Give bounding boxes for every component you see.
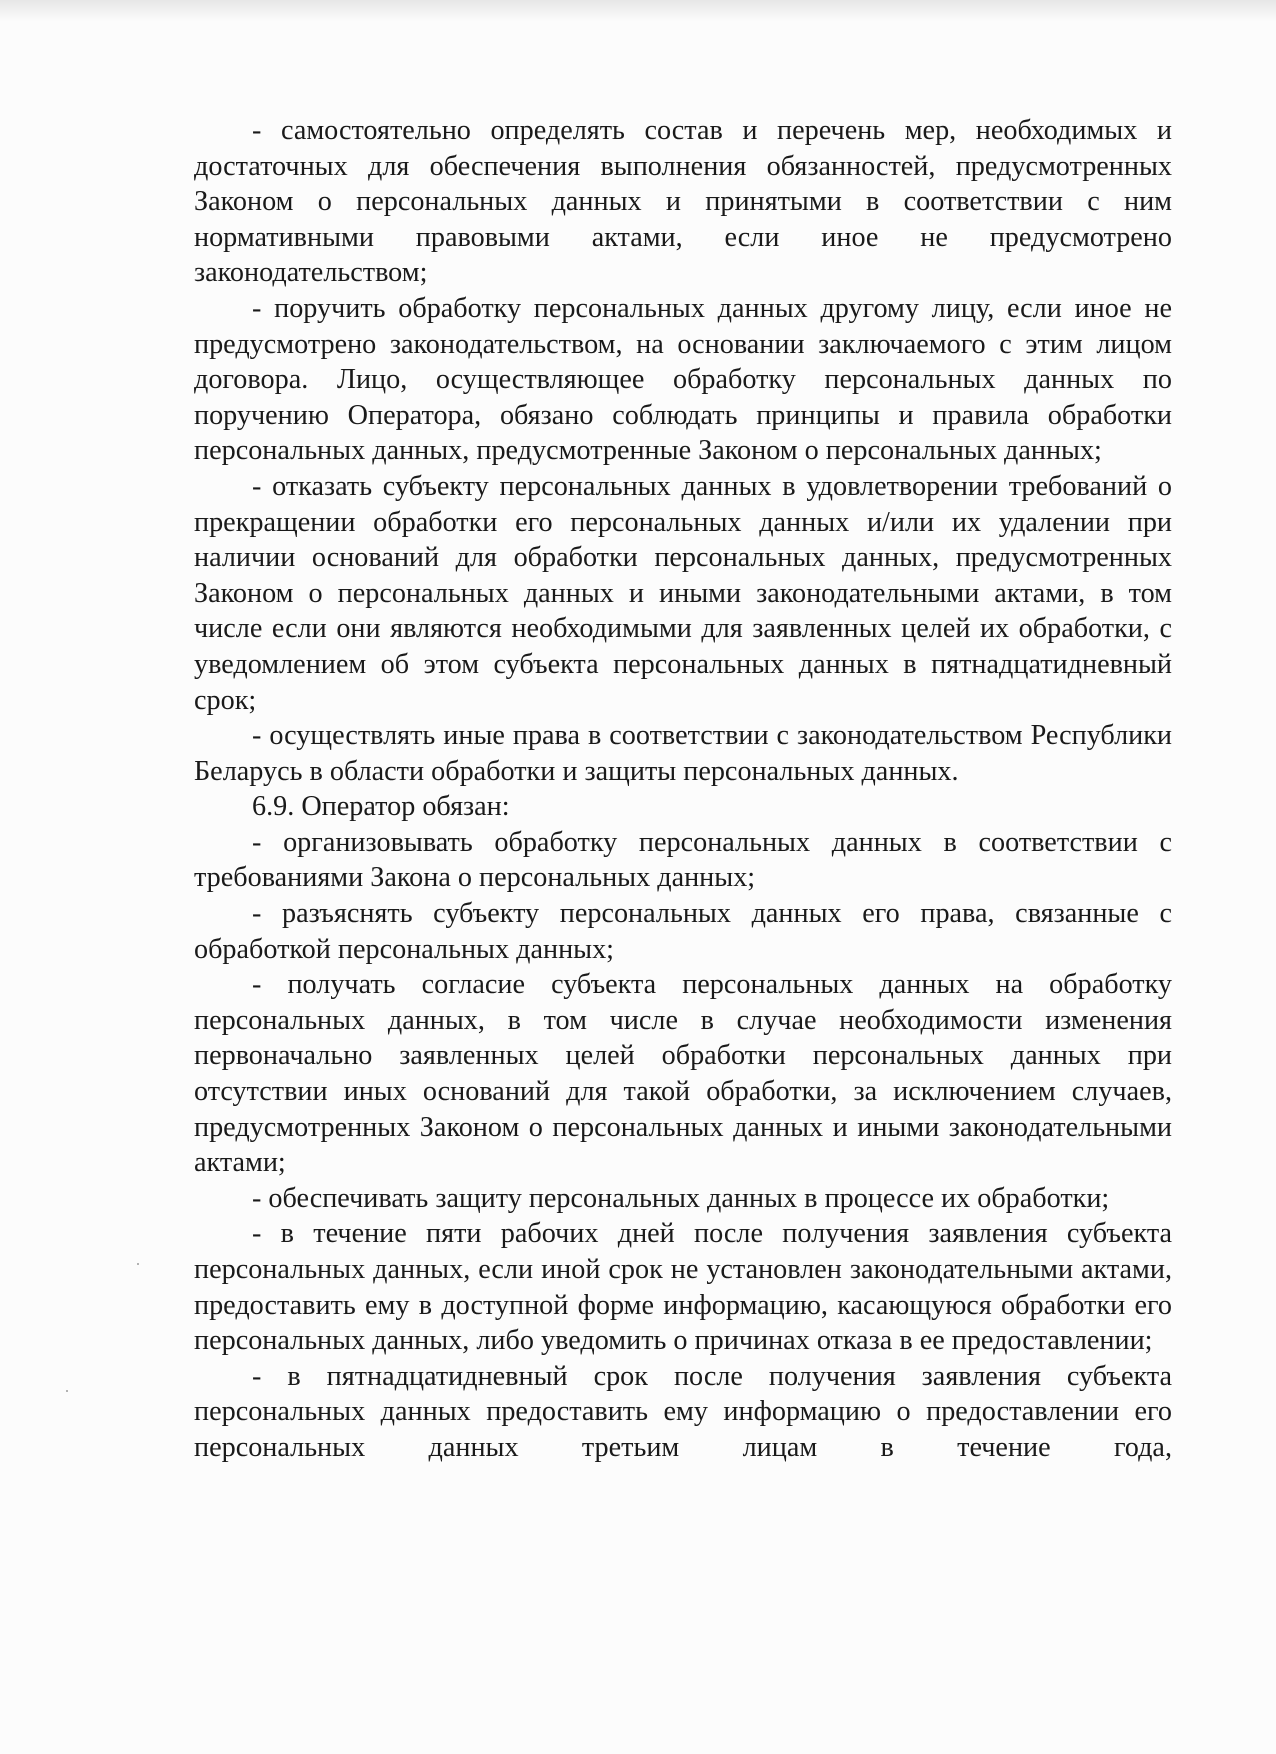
paragraph: - в течение пяти рабочих дней после получения заявления субъекта персональных данных, если иной срок не установлен законодательными актами, предоставить ему в доступной форме информацию, касающуюся обработки его персональных данных, либо уведомить о причинах отказа в ее предоставлении;	[194, 1218, 1172, 1357]
paragraph: - обеспечивать защиту персональных данных в процессе их обработки;	[252, 1182, 1110, 1214]
scan-top-edge	[0, 0, 1276, 22]
paragraph: - поручить обработку персональных данных другому лицу, если иное не предусмотрено законодательством, на основании заключаемого с этим лицом договора. Лицо, осуществляющее обработку персональных данных по поручению Оператора, обязано соблюдать принципы и правила обработки персональных данных, предусмотренные Законом о персональных данных;	[194, 292, 1172, 467]
paragraph: - разъяснять субъекту персональных данных его права, связанные с обработкой персональных данных;	[194, 898, 1172, 965]
scan-speck	[137, 1263, 139, 1265]
paragraph: - в пятнадцатидневный срок после получения заявления субъекта персональных данных предоставить ему информацию о предоставлении его персональных данных третьим лицам в течение года,	[194, 1360, 1172, 1463]
document-body	[194, 113, 1172, 1466]
section-heading: 6.9. Оператор обязан:	[252, 791, 510, 823]
paragraph: - самостоятельно определять состав и перечень мер, необходимых и достаточных для обеспечения выполнения обязанностей, предусмотренных Законом о персональных данных и принятыми в соответствии с ним нормативными правовыми актами, если иное не предусмотрено законодательством;	[194, 115, 1172, 289]
paragraph: - отказать субъекту персональных данных в удовлетворении требований о прекращении обработки его персональных данных и/или их удалении при наличии оснований для обработки персональных данных, предусмотренных Законом о персональных данных и иными законодательными актами, в том числе если они являются необходимыми для заявленных целей их обработки, с уведомлением об этом субъекта персональных данных в пятнадцатидневный срок;	[194, 470, 1172, 716]
paragraph: - осуществлять иные права в соответствии с законодательством Республики Беларусь в области обработки и защиты персональных данных.	[194, 720, 1172, 787]
paragraph: - получать согласие субъекта персональных данных на обработку персональных данных, в том числе в случае необходимости изменения первоначально заявленных целей обработки персональных данных при отсутствии иных оснований для такой обработки, за исключением случаев, предусмотренных Законом о персональных данных и иными законодательными актами;	[194, 969, 1172, 1179]
scan-speck	[66, 1390, 68, 1392]
paragraph: - организовывать обработку персональных данных в соответствии с требованиями Закона о персональных данных;	[194, 826, 1172, 894]
